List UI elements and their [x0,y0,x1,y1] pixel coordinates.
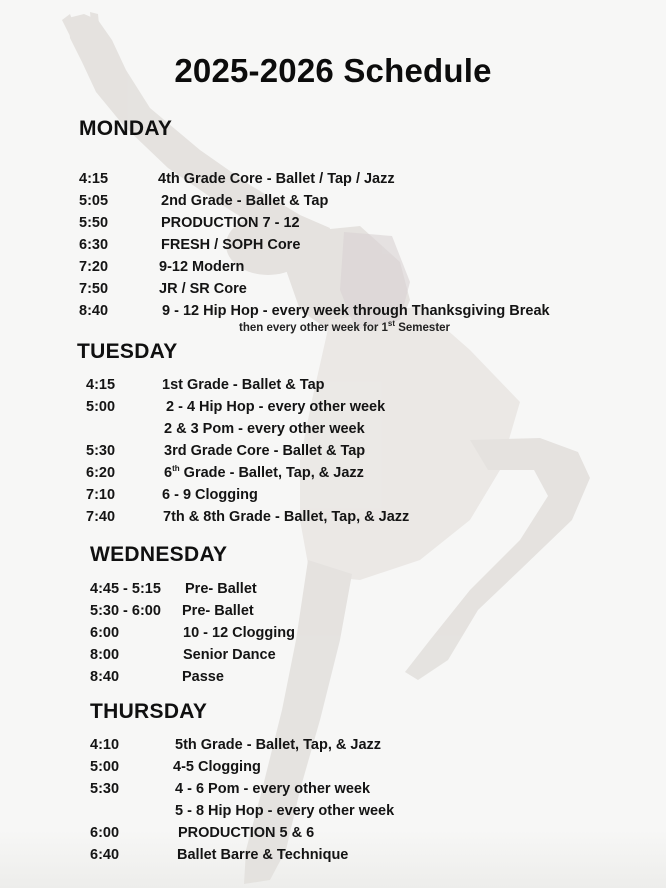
activity: Pre- Ballet [182,603,254,619]
activity: Ballet Barre & Technique [177,847,349,863]
tuesday-heading: TUESDAY [77,340,178,363]
time: 7:20 [79,259,109,275]
time: 7:10 [86,487,116,503]
activity: 4 - 6 Pom - every other week [175,781,371,797]
activity: 10 - 12 Clogging [183,625,295,641]
activity: Senior Dance [183,647,276,663]
time: 8:00 [90,647,120,663]
monday-note [239,319,451,334]
activity: 9-12 Modern [159,259,245,275]
time: 6:40 [90,847,120,863]
activity-text: 6 [164,465,173,481]
time: 5:00 [90,759,120,775]
activity: 2nd Grade - Ballet & Tap [161,193,329,209]
activity: JR / SR Core [159,281,247,297]
time: 7:40 [86,509,116,525]
time: 5:50 [79,215,109,231]
activity: 4th Grade Core - Ballet / Tap / Jazz [158,171,395,187]
time: 4:15 [79,171,109,187]
activity: 6 - 9 Clogging [162,487,258,503]
activity: 9 - 12 Hip Hop - every week through Thanksgiving Break [162,303,550,319]
time: 5:30 [90,781,120,797]
activity: PRODUCTION 7 - 12 [161,215,300,231]
activity-text-end: Grade - Ballet, Tap, & Jazz [179,465,364,481]
time: 5:30 [86,443,116,459]
activity: 7th & 8th Grade - Ballet, Tap, & Jazz [163,509,410,525]
time: 6:00 [90,625,120,641]
monday-heading: MONDAY [79,117,173,140]
activity: Passe [182,669,224,685]
wednesday-heading: WEDNESDAY [90,543,228,566]
thursday-heading: THURSDAY [90,700,208,723]
activity: 3rd Grade Core - Ballet & Tap [164,443,366,459]
activity: Pre- Ballet [185,581,257,597]
time: 5:00 [86,399,116,415]
activity-superscript: th [172,464,180,474]
activity: 4-5 Clogging [173,759,261,775]
time: 4:45 - 5:15 [90,581,161,597]
time: 6:30 [79,237,109,253]
activity: 2 & 3 Pom - every other week [164,421,365,437]
activity [164,464,364,482]
activity: 1st Grade - Ballet & Tap [162,377,325,393]
time: 4:15 [86,377,116,393]
time: 6:20 [86,465,116,481]
activity: 5th Grade - Ballet, Tap, & Jazz [175,737,382,753]
time: 4:10 [90,737,120,753]
activity: PRODUCTION 5 & 6 [178,825,315,841]
time: 8:40 [90,669,120,685]
time: 5:05 [79,193,109,209]
page-title: 2025-2026 Schedule [174,52,492,89]
time: 7:50 [79,281,109,297]
note-text: then every other week for 1 [239,322,388,334]
note-superscript: st [387,319,396,329]
note-text-end: Semester [395,322,451,334]
activity: 5 - 8 Hip Hop - every other week [175,803,395,819]
activity: FRESH / SOPH Core [161,237,301,253]
time: 6:00 [90,825,120,841]
activity: 2 - 4 Hip Hop - every other week [166,399,386,415]
time: 5:30 - 6:00 [90,603,161,619]
time: 8:40 [79,303,109,319]
